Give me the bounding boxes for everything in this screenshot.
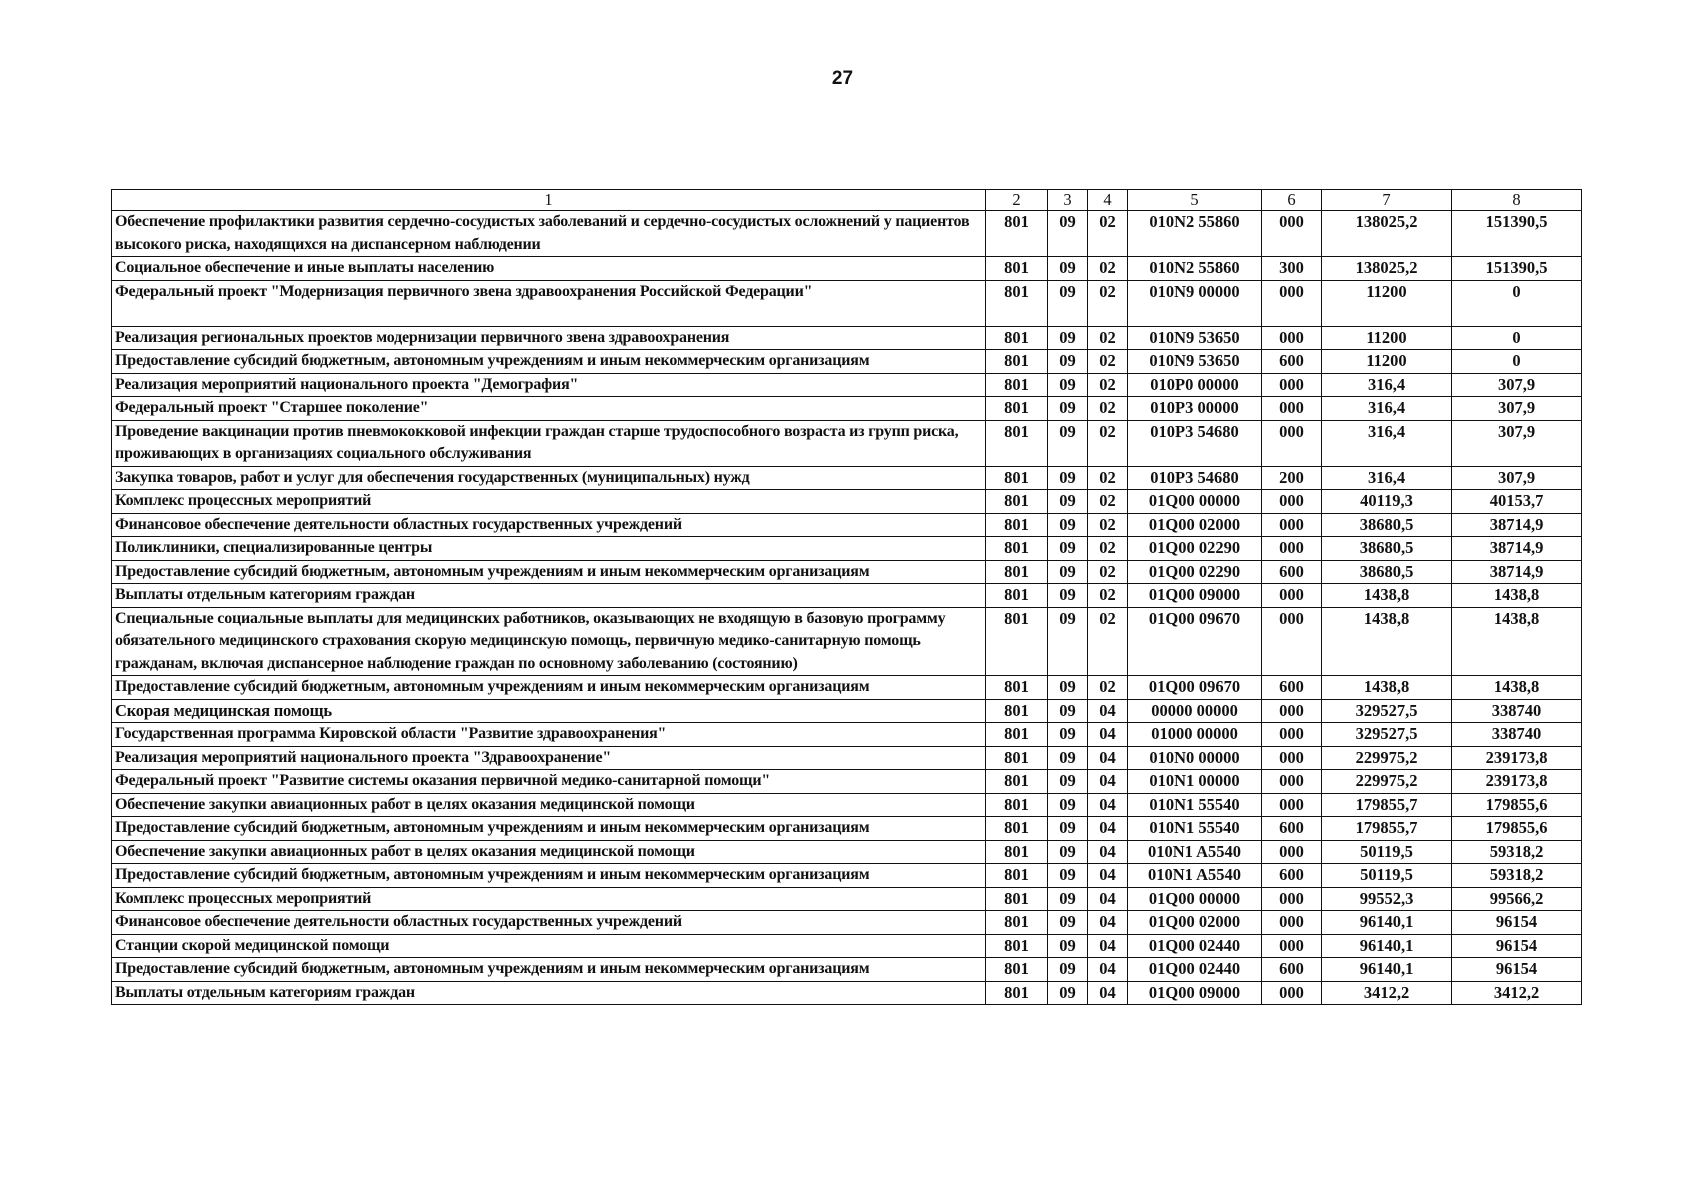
row-value-7: 3412,2	[1322, 981, 1452, 1005]
row-code-4: 04	[1088, 817, 1128, 841]
table-row	[112, 584, 1582, 608]
table-row	[112, 864, 1582, 888]
row-value-7: 329527,5	[1322, 699, 1452, 723]
row-name: Предоставление субсидий бюджетным, автономным учреждениям и иным некоммерческим организациям	[112, 350, 986, 374]
row-value-7: 50119,5	[1322, 840, 1452, 864]
table-row	[112, 723, 1582, 747]
row-code-5: 01Q00 02290	[1128, 560, 1262, 584]
row-code-5: 010N1 55540	[1128, 817, 1262, 841]
row-value-8: 96154	[1452, 911, 1582, 935]
row-code-5: 010P3 00000	[1128, 397, 1262, 421]
table-row	[112, 746, 1582, 770]
row-name: Комплекс процессных мероприятий	[112, 490, 986, 514]
section-row	[112, 699, 1582, 723]
row-name: Станции скорой медицинской помощи	[112, 934, 986, 958]
row-name: Выплаты отдельным категориям граждан	[112, 981, 986, 1005]
row-code-4: 04	[1088, 770, 1128, 794]
row-code-2: 801	[986, 911, 1048, 935]
row-value-7: 316,4	[1322, 420, 1452, 466]
table-row	[112, 770, 1582, 794]
row-code-5: 01Q00 09670	[1128, 676, 1262, 700]
row-code-6: 300	[1262, 257, 1322, 281]
row-code-3: 09	[1048, 958, 1088, 982]
row-value-7: 1438,8	[1322, 607, 1452, 676]
row-code-5: 010P3 54680	[1128, 466, 1262, 490]
row-code-6: 600	[1262, 958, 1322, 982]
row-code-4: 02	[1088, 607, 1128, 676]
row-name: Специальные социальные выплаты для медицинских работников, оказывающих не входящую в базовую программу обязательного медицинского страхования скорую медицинскую помощь, первичную медико-санитарную помощь гражданам, включая диспансерное наблюдение граждан по основному заболеванию (состоянию)	[112, 607, 986, 676]
row-value-8: 338740	[1452, 723, 1582, 747]
row-code-2: 801	[986, 257, 1048, 281]
row-value-8: 0	[1452, 280, 1582, 326]
row-code-2: 801	[986, 326, 1048, 350]
row-code-5: 01Q00 00000	[1128, 887, 1262, 911]
row-value-8: 307,9	[1452, 373, 1582, 397]
header-col-5: 5	[1128, 190, 1262, 211]
row-code-4: 04	[1088, 746, 1128, 770]
row-code-4: 02	[1088, 584, 1128, 608]
row-value-8: 338740	[1452, 699, 1582, 723]
row-code-4: 04	[1088, 864, 1128, 888]
row-code-6: 000	[1262, 490, 1322, 514]
row-value-7: 1438,8	[1322, 676, 1452, 700]
row-code-3: 09	[1048, 793, 1088, 817]
table-row	[112, 676, 1582, 700]
row-value-7: 229975,2	[1322, 770, 1452, 794]
row-code-5: 01000 00000	[1128, 723, 1262, 747]
row-code-6: 000	[1262, 723, 1322, 747]
row-code-2: 801	[986, 350, 1048, 374]
row-code-3: 09	[1048, 676, 1088, 700]
row-value-8: 0	[1452, 326, 1582, 350]
row-code-3: 09	[1048, 981, 1088, 1005]
row-code-6: 000	[1262, 420, 1322, 466]
row-code-5: 01Q00 09000	[1128, 584, 1262, 608]
row-code-4: 02	[1088, 326, 1128, 350]
row-name: Государственная программа Кировской области "Развитие здравоохранения"	[112, 723, 986, 747]
table-row	[112, 911, 1582, 935]
row-value-7: 96140,1	[1322, 958, 1452, 982]
row-name: Реализация региональных проектов модернизации первичного звена здравоохранения	[112, 326, 986, 350]
row-name: Обеспечение закупки авиационных работ в целях оказания медицинской помощи	[112, 840, 986, 864]
row-code-5: 010P3 54680	[1128, 420, 1262, 466]
row-value-7: 99552,3	[1322, 887, 1452, 911]
row-value-8: 307,9	[1452, 420, 1582, 466]
row-code-3: 09	[1048, 326, 1088, 350]
row-code-5: 010N9 00000	[1128, 280, 1262, 326]
row-value-8: 99566,2	[1452, 887, 1582, 911]
row-code-4: 02	[1088, 373, 1128, 397]
row-name: Предоставление субсидий бюджетным, автономным учреждениям и иным некоммерческим организациям	[112, 864, 986, 888]
header-col-7: 7	[1322, 190, 1452, 211]
row-code-6: 000	[1262, 537, 1322, 561]
row-code-6: 000	[1262, 607, 1322, 676]
row-code-2: 801	[986, 211, 1048, 257]
row-value-8: 38714,9	[1452, 537, 1582, 561]
table-row	[112, 513, 1582, 537]
header-col-8: 8	[1452, 190, 1582, 211]
row-name: Поликлиники, специализированные центры	[112, 537, 986, 561]
row-code-2: 801	[986, 840, 1048, 864]
row-code-2: 801	[986, 560, 1048, 584]
row-value-8: 59318,2	[1452, 864, 1582, 888]
row-code-2: 801	[986, 699, 1048, 723]
row-code-4: 02	[1088, 466, 1128, 490]
row-code-3: 09	[1048, 537, 1088, 561]
table-row	[112, 350, 1582, 374]
row-value-7: 179855,7	[1322, 817, 1452, 841]
row-code-6: 000	[1262, 699, 1322, 723]
row-name: Предоставление субсидий бюджетным, автономным учреждениям и иным некоммерческим организациям	[112, 676, 986, 700]
row-code-6: 000	[1262, 981, 1322, 1005]
row-value-7: 96140,1	[1322, 911, 1452, 935]
row-value-8: 179855,6	[1452, 817, 1582, 841]
row-name: Федеральный проект "Модернизация первичного звена здравоохранения Российской Федерации"	[112, 280, 986, 326]
table-row	[112, 326, 1582, 350]
table-row	[112, 793, 1582, 817]
row-code-4: 02	[1088, 490, 1128, 514]
row-code-6: 600	[1262, 676, 1322, 700]
row-code-6: 600	[1262, 817, 1322, 841]
row-code-3: 09	[1048, 211, 1088, 257]
row-code-5: 010N1 A5540	[1128, 840, 1262, 864]
row-code-2: 801	[986, 420, 1048, 466]
row-value-8: 38714,9	[1452, 560, 1582, 584]
row-code-2: 801	[986, 981, 1048, 1005]
row-name: Комплекс процессных мероприятий	[112, 887, 986, 911]
row-name: Предоставление субсидий бюджетным, автономным учреждениям и иным некоммерческим организациям	[112, 817, 986, 841]
row-code-5: 010N1 00000	[1128, 770, 1262, 794]
row-code-4: 04	[1088, 887, 1128, 911]
table-row	[112, 490, 1582, 514]
row-code-4: 02	[1088, 397, 1128, 421]
row-code-4: 02	[1088, 560, 1128, 584]
row-code-2: 801	[986, 887, 1048, 911]
row-code-6: 000	[1262, 373, 1322, 397]
row-value-8: 96154	[1452, 934, 1582, 958]
row-value-7: 38680,5	[1322, 537, 1452, 561]
row-value-8: 1438,8	[1452, 676, 1582, 700]
row-code-3: 09	[1048, 420, 1088, 466]
row-code-5: 01Q00 02440	[1128, 934, 1262, 958]
row-value-7: 40119,3	[1322, 490, 1452, 514]
row-value-7: 138025,2	[1322, 211, 1452, 257]
row-code-4: 02	[1088, 257, 1128, 281]
row-name: Федеральный проект "Развитие системы оказания первичной медико-санитарной помощи"	[112, 770, 986, 794]
row-code-5: 010N2 55860	[1128, 211, 1262, 257]
row-code-4: 04	[1088, 840, 1128, 864]
row-code-3: 09	[1048, 373, 1088, 397]
table-body	[112, 211, 1582, 1005]
row-code-6: 000	[1262, 934, 1322, 958]
row-value-7: 138025,2	[1322, 257, 1452, 281]
row-value-7: 38680,5	[1322, 560, 1452, 584]
row-value-7: 11200	[1322, 350, 1452, 374]
row-value-8: 239173,8	[1452, 770, 1582, 794]
row-code-3: 09	[1048, 607, 1088, 676]
row-name: Реализация мероприятий национального проекта "Демография"	[112, 373, 986, 397]
header-col-4: 4	[1088, 190, 1128, 211]
row-code-4: 02	[1088, 676, 1128, 700]
row-name: Реализация мероприятий национального проекта "Здравоохранение"	[112, 746, 986, 770]
row-code-4: 02	[1088, 280, 1128, 326]
row-code-2: 801	[986, 676, 1048, 700]
row-code-4: 02	[1088, 420, 1128, 466]
row-code-5: 010N2 55860	[1128, 257, 1262, 281]
row-code-5: 010N1 A5540	[1128, 864, 1262, 888]
row-code-5: 01Q00 02000	[1128, 911, 1262, 935]
row-value-8: 96154	[1452, 958, 1582, 982]
row-name: Обеспечение закупки авиационных работ в целях оказания медицинской помощи	[112, 793, 986, 817]
row-code-2: 801	[986, 746, 1048, 770]
table-row	[112, 958, 1582, 982]
row-value-7: 1438,8	[1322, 584, 1452, 608]
row-value-7: 229975,2	[1322, 746, 1452, 770]
row-code-6: 000	[1262, 770, 1322, 794]
row-code-4: 02	[1088, 211, 1128, 257]
row-code-3: 09	[1048, 746, 1088, 770]
row-code-2: 801	[986, 934, 1048, 958]
row-code-6: 200	[1262, 466, 1322, 490]
row-value-8: 38714,9	[1452, 513, 1582, 537]
row-code-4: 04	[1088, 699, 1128, 723]
row-name: Проведение вакцинации против пневмококковой инфекции граждан старше трудоспособного возраста из групп риска, проживающих в организациях социального обслуживания	[112, 420, 986, 466]
row-value-8: 151390,5	[1452, 211, 1582, 257]
row-value-7: 38680,5	[1322, 513, 1452, 537]
row-code-4: 04	[1088, 723, 1128, 747]
page-number: 27	[831, 68, 854, 89]
row-name: Закупка товаров, работ и услуг для обеспечения государственных (муниципальных) нужд	[112, 466, 986, 490]
row-code-5: 00000 00000	[1128, 699, 1262, 723]
table-row	[112, 280, 1582, 326]
table-row	[112, 817, 1582, 841]
row-value-8: 151390,5	[1452, 257, 1582, 281]
row-code-3: 09	[1048, 560, 1088, 584]
row-name: Социальное обеспечение и иные выплаты населению	[112, 257, 986, 281]
row-code-3: 09	[1048, 350, 1088, 374]
row-code-5: 01Q00 02440	[1128, 958, 1262, 982]
row-code-6: 000	[1262, 513, 1322, 537]
header-col-3: 3	[1048, 190, 1088, 211]
table-row	[112, 257, 1582, 281]
row-value-8: 59318,2	[1452, 840, 1582, 864]
row-value-8: 307,9	[1452, 466, 1582, 490]
header-col-2: 2	[986, 190, 1048, 211]
table-row	[112, 211, 1582, 257]
row-value-8: 1438,8	[1452, 607, 1582, 676]
row-code-6: 000	[1262, 840, 1322, 864]
row-code-6: 000	[1262, 326, 1322, 350]
row-code-4: 04	[1088, 981, 1128, 1005]
row-code-2: 801	[986, 770, 1048, 794]
row-code-2: 801	[986, 958, 1048, 982]
row-code-2: 801	[986, 466, 1048, 490]
row-code-5: 01Q00 02290	[1128, 537, 1262, 561]
row-code-5: 010P0 00000	[1128, 373, 1262, 397]
row-name: Предоставление субсидий бюджетным, автономным учреждениям и иным некоммерческим организациям	[112, 958, 986, 982]
row-code-2: 801	[986, 513, 1048, 537]
row-name: Финансовое обеспечение деятельности областных государственных учреждений	[112, 911, 986, 935]
row-value-7: 329527,5	[1322, 723, 1452, 747]
row-code-2: 801	[986, 280, 1048, 326]
row-code-3: 09	[1048, 723, 1088, 747]
row-code-2: 801	[986, 607, 1048, 676]
row-code-3: 09	[1048, 934, 1088, 958]
row-name: Обеспечение профилактики развития сердечно-сосудистых заболеваний и сердечно-сосудистых осложнений у пациентов высокого риска, находящихся на диспансерном наблюдении	[112, 211, 986, 257]
row-value-7: 11200	[1322, 280, 1452, 326]
table-row	[112, 934, 1582, 958]
row-code-2: 801	[986, 373, 1048, 397]
row-code-3: 09	[1048, 770, 1088, 794]
row-value-7: 96140,1	[1322, 934, 1452, 958]
row-code-2: 801	[986, 817, 1048, 841]
row-code-5: 01Q00 09670	[1128, 607, 1262, 676]
row-code-5: 01Q00 09000	[1128, 981, 1262, 1005]
row-value-8: 1438,8	[1452, 584, 1582, 608]
row-code-3: 09	[1048, 911, 1088, 935]
row-code-2: 801	[986, 584, 1048, 608]
row-name: Предоставление субсидий бюджетным, автономным учреждениям и иным некоммерческим организациям	[112, 560, 986, 584]
row-code-5: 01Q00 00000	[1128, 490, 1262, 514]
header-row	[112, 190, 1582, 211]
row-code-4: 02	[1088, 350, 1128, 374]
row-value-8: 239173,8	[1452, 746, 1582, 770]
row-code-2: 801	[986, 537, 1048, 561]
row-code-6: 000	[1262, 211, 1322, 257]
row-code-3: 09	[1048, 840, 1088, 864]
row-code-5: 010N9 53650	[1128, 350, 1262, 374]
budget-table	[111, 189, 1582, 1005]
row-code-5: 01Q00 02000	[1128, 513, 1262, 537]
row-code-6: 000	[1262, 887, 1322, 911]
row-value-8: 179855,6	[1452, 793, 1582, 817]
row-code-4: 02	[1088, 513, 1128, 537]
row-code-3: 09	[1048, 513, 1088, 537]
row-code-3: 09	[1048, 466, 1088, 490]
row-code-4: 04	[1088, 793, 1128, 817]
row-code-2: 801	[986, 793, 1048, 817]
row-name: Скорая медицинская помощь	[112, 699, 986, 723]
table-row	[112, 420, 1582, 466]
row-name: Федеральный проект "Старшее поколение"	[112, 397, 986, 421]
row-code-3: 09	[1048, 490, 1088, 514]
table-row	[112, 840, 1582, 864]
row-code-4: 02	[1088, 537, 1128, 561]
row-code-5: 010N0 00000	[1128, 746, 1262, 770]
table-row	[112, 607, 1582, 676]
row-code-6: 000	[1262, 746, 1322, 770]
table-row	[112, 887, 1582, 911]
row-value-8: 40153,7	[1452, 490, 1582, 514]
row-value-8: 3412,2	[1452, 981, 1582, 1005]
table-row	[112, 981, 1582, 1005]
row-code-3: 09	[1048, 864, 1088, 888]
row-code-3: 09	[1048, 887, 1088, 911]
row-value-7: 50119,5	[1322, 864, 1452, 888]
row-value-7: 11200	[1322, 326, 1452, 350]
table-row	[112, 466, 1582, 490]
row-code-6: 600	[1262, 350, 1322, 374]
row-code-6: 000	[1262, 584, 1322, 608]
table-row	[112, 560, 1582, 584]
row-value-8: 307,9	[1452, 397, 1582, 421]
row-code-6: 000	[1262, 397, 1322, 421]
table-row	[112, 397, 1582, 421]
row-name: Выплаты отдельным категориям граждан	[112, 584, 986, 608]
row-code-4: 04	[1088, 934, 1128, 958]
row-code-3: 09	[1048, 817, 1088, 841]
row-code-3: 09	[1048, 584, 1088, 608]
table-row	[112, 373, 1582, 397]
row-code-6: 000	[1262, 280, 1322, 326]
row-code-5: 010N1 55540	[1128, 793, 1262, 817]
row-value-7: 316,4	[1322, 373, 1452, 397]
row-code-2: 801	[986, 723, 1048, 747]
header-col-6: 6	[1262, 190, 1322, 211]
row-code-6: 000	[1262, 793, 1322, 817]
row-name: Финансовое обеспечение деятельности областных государственных учреждений	[112, 513, 986, 537]
row-code-3: 09	[1048, 257, 1088, 281]
row-value-7: 316,4	[1322, 397, 1452, 421]
table-row	[112, 537, 1582, 561]
row-code-6: 600	[1262, 560, 1322, 584]
row-code-2: 801	[986, 397, 1048, 421]
row-code-4: 04	[1088, 958, 1128, 982]
row-code-4: 04	[1088, 911, 1128, 935]
row-code-3: 09	[1048, 397, 1088, 421]
row-code-6: 000	[1262, 911, 1322, 935]
row-code-5: 010N9 53650	[1128, 326, 1262, 350]
row-value-8: 0	[1452, 350, 1582, 374]
row-value-7: 316,4	[1322, 466, 1452, 490]
row-code-6: 600	[1262, 864, 1322, 888]
row-code-3: 09	[1048, 699, 1088, 723]
row-value-7: 179855,7	[1322, 793, 1452, 817]
header-col-1: 1	[112, 190, 986, 211]
row-code-2: 801	[986, 864, 1048, 888]
row-code-2: 801	[986, 490, 1048, 514]
row-code-3: 09	[1048, 280, 1088, 326]
